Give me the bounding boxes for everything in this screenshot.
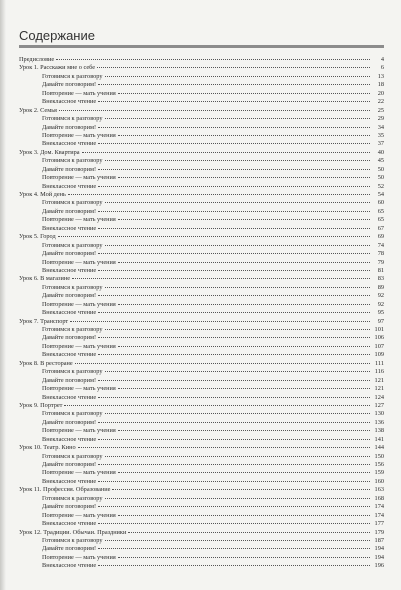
toc-entry-title: Урок 7. Транспорт (19, 317, 69, 325)
toc-entry-title: Урок 4. Мой день (19, 191, 66, 198)
toc-dot-leader (118, 430, 370, 431)
toc-entry-page-number: 136 (374, 418, 384, 426)
toc-section-entry (19, 166, 384, 174)
toc-entry-title: Давайте поговорим! (42, 545, 97, 553)
toc-dot-leader (98, 211, 370, 212)
toc-dot-leader (98, 337, 370, 338)
toc-entry-page-number: 79 (377, 258, 384, 266)
toc-dot-leader (118, 346, 370, 347)
toc-section-entry (19, 250, 384, 258)
toc-dot-leader (72, 278, 370, 279)
toc-dot-leader (82, 152, 370, 153)
toc-dot-leader (98, 565, 370, 566)
toc-entry-title: Урок 11. Профессия. Образование (19, 486, 111, 494)
toc-chapter-entry (19, 275, 384, 283)
toc-entry-page-number: 35 (377, 131, 384, 139)
toc-entry-page-number: 6 (380, 64, 384, 72)
toc-section-entry (19, 503, 384, 511)
toc-section-entry (19, 157, 384, 165)
toc-entry-page-number: 52 (377, 182, 384, 190)
toc-entry-title: Внеклассное чтение (42, 309, 97, 317)
toc-section-entry (19, 368, 384, 376)
toc-dot-leader (105, 202, 371, 203)
toc-entry-title: Готовимся к разговору (42, 410, 103, 418)
toc-entry-page-number: 40 (377, 148, 384, 156)
toc-entry-page-number: 138 (374, 427, 384, 435)
toc-section-entry (19, 469, 384, 477)
toc-dot-leader (128, 532, 370, 533)
toc-section-entry (19, 90, 384, 98)
toc-section-entry (19, 334, 384, 342)
toc-section-entry (19, 385, 384, 393)
toc-entry-page-number: 194 (374, 553, 384, 561)
toc-section-entry (19, 199, 384, 207)
toc-entry-page-number: 74 (377, 241, 384, 249)
toc-entry-page-number: 150 (374, 452, 384, 460)
toc-section-entry (19, 453, 384, 461)
toc-chapter-entry (19, 360, 384, 368)
toc-chapter-entry (19, 149, 384, 157)
toc-entry-page-number: 179 (374, 528, 384, 536)
toc-entry-title: Готовимся к разговору (42, 326, 103, 333)
toc-chapter-entry (19, 444, 384, 452)
toc-dot-leader (118, 177, 370, 178)
toc-entry-page-number: 4 (380, 56, 384, 63)
toc-entry-title: Внеклассное чтение (42, 393, 97, 401)
toc-entry-title: Давайте поговорим! (42, 123, 97, 131)
toc-section-entry (19, 343, 384, 351)
toc-entry-page-number: 34 (377, 123, 384, 131)
toc-entry-page-number: 124 (374, 393, 384, 401)
toc-dot-leader (105, 245, 371, 246)
toc-entry-page-number: 22 (377, 98, 384, 106)
toc-entry-title: Повторение — мать учения (42, 174, 116, 182)
toc-section-entry (19, 183, 384, 191)
toc-section-entry (19, 208, 384, 216)
toc-section-entry (19, 242, 384, 250)
toc-entry-page-number: 95 (377, 309, 384, 317)
toc-dot-leader (70, 321, 370, 322)
toc-dot-leader (105, 76, 371, 77)
toc-section-entry (19, 419, 384, 427)
toc-entry-page-number: 160 (374, 477, 384, 485)
toc-dot-leader (118, 557, 370, 558)
toc-entry-page-number: 60 (377, 199, 384, 207)
toc-entry-title: Внеклассное чтение (42, 435, 97, 443)
toc-entry-title: Урок 3. Дом. Квартира (19, 148, 80, 156)
toc-dot-leader (105, 498, 371, 499)
toc-entry-title: Внеклассное чтение (42, 224, 97, 232)
toc-dot-leader (118, 388, 370, 389)
toc-section-entry (19, 545, 384, 553)
toc-dot-leader (118, 262, 370, 263)
toc-dot-leader (105, 456, 371, 457)
toc-dot-leader (105, 413, 371, 414)
toc-section-entry (19, 292, 384, 300)
toc-entry-title: Внеклассное чтение (42, 98, 97, 106)
toc-entry-page-number: 116 (374, 368, 384, 376)
toc-chapter-entry (19, 233, 384, 241)
toc-entry-page-number: 163 (374, 486, 384, 494)
toc-dot-leader (105, 160, 371, 161)
toc-chapter-entry (19, 402, 384, 410)
toc-section-entry (19, 436, 384, 444)
toc-entry-title: Готовимся к разговору (42, 241, 103, 249)
toc-dot-leader (105, 371, 371, 372)
toc-entry-title: Готовимся к разговору (42, 157, 103, 165)
toc-entry-title: Повторение — мать учения (42, 258, 116, 266)
toc-entry-page-number: 18 (377, 81, 384, 89)
toc-chapter-entry (19, 56, 384, 64)
toc-entry-page-number: 141 (374, 435, 384, 443)
toc-section-entry (19, 81, 384, 89)
toc-entry-page-number: 174 (374, 503, 384, 511)
toc-entry-page-number: 187 (374, 536, 384, 544)
toc-entry-page-number: 78 (377, 250, 384, 258)
table-of-contents (19, 56, 384, 571)
toc-section-entry (19, 309, 384, 317)
toc-entry-title: Предисловие (19, 56, 55, 63)
toc-dot-leader (58, 236, 370, 237)
toc-dot-leader (105, 287, 371, 288)
toc-entry-title: Давайте поговорим! (42, 334, 97, 342)
toc-entry-page-number: 89 (377, 283, 384, 291)
toc-section-entry (19, 216, 384, 224)
toc-section-entry (19, 520, 384, 528)
toc-section-entry (19, 140, 384, 148)
toc-entry-title: Урок 5. Город (19, 233, 56, 241)
toc-entry-title: Внеклассное чтение (42, 520, 97, 528)
header-rule (19, 45, 384, 48)
toc-entry-page-number: 144 (374, 444, 384, 452)
toc-entry-page-number: 20 (377, 89, 384, 97)
toc-entry-title: Внеклассное чтение (42, 266, 97, 274)
toc-section-entry (19, 267, 384, 275)
toc-dot-leader (98, 270, 370, 271)
toc-entry-title: Давайте поговорим! (42, 207, 97, 215)
toc-entry-title: Готовимся к разговору (42, 536, 103, 544)
toc-entry-page-number: 111 (375, 359, 384, 367)
toc-entry-title: Повторение — мать учения (42, 300, 116, 308)
toc-dot-leader (98, 464, 370, 465)
toc-section-entry (19, 284, 384, 292)
toc-entry-title: Повторение — мать учения (42, 511, 116, 519)
toc-entry-title: Урок 9. Портрет (19, 401, 63, 409)
toc-entry-title: Давайте поговорим! (42, 503, 97, 511)
toc-dot-leader (98, 548, 370, 549)
toc-section-entry (19, 427, 384, 435)
toc-section-entry (19, 562, 384, 570)
toc-entry-title: Давайте поговорим! (42, 81, 97, 89)
toc-entry-page-number: 92 (377, 300, 384, 308)
toc-entry-title: Готовимся к разговору (42, 368, 103, 376)
toc-entry-title: Урок 1. Расскажи мне о себе (19, 64, 96, 72)
toc-entry-page-number: 29 (377, 115, 384, 123)
toc-entry-title: Повторение — мать учения (42, 469, 116, 477)
toc-dot-leader (98, 439, 370, 440)
toc-entry-page-number: 196 (374, 562, 384, 570)
toc-entry-page-number: 45 (377, 157, 384, 165)
toc-dot-leader (75, 363, 370, 364)
toc-dot-leader (56, 59, 370, 60)
toc-entry-page-number: 81 (377, 266, 384, 274)
toc-entry-page-number: 13 (377, 72, 384, 80)
toc-section-entry (19, 73, 384, 81)
page-header (19, 28, 384, 50)
toc-dot-leader (118, 93, 370, 94)
toc-section-entry (19, 377, 384, 385)
toc-section-entry (19, 461, 384, 469)
toc-dot-leader (98, 397, 370, 398)
toc-entry-page-number: 121 (374, 385, 384, 393)
toc-entry-title: Урок 2. Семья (19, 106, 57, 114)
toc-dot-leader (98, 354, 370, 355)
toc-entry-title: Урок 8. В ресторане (19, 359, 73, 367)
toc-dot-leader (98, 228, 370, 229)
toc-dot-leader (98, 422, 370, 423)
toc-entry-page-number: 65 (377, 216, 384, 224)
toc-entry-page-number: 67 (377, 224, 384, 232)
toc-entry-page-number: 101 (374, 326, 384, 333)
toc-dot-leader (68, 194, 370, 195)
toc-section-entry (19, 410, 384, 418)
toc-entry-page-number: 107 (374, 342, 384, 350)
toc-entry-title: Урок 12. Традиции. Обычаи. Праздники (19, 528, 127, 536)
toc-entry-title: Повторение — мать учения (42, 385, 116, 393)
toc-dot-leader (118, 472, 370, 473)
toc-entry-page-number: 97 (377, 317, 384, 325)
toc-section-entry (19, 301, 384, 309)
toc-entry-title: Внеклассное чтение (42, 477, 97, 485)
toc-section-entry (19, 537, 384, 545)
toc-dot-leader (98, 143, 370, 144)
toc-dot-leader (105, 540, 371, 541)
toc-entry-page-number: 156 (374, 461, 384, 468)
toc-entry-page-number: 65 (377, 207, 384, 215)
toc-dot-leader (98, 253, 370, 254)
toc-entry-page-number: 127 (374, 401, 384, 409)
toc-entry-title: Готовимся к разговору (42, 494, 103, 502)
toc-entry-page-number: 37 (377, 140, 384, 148)
toc-entry-title: Давайте поговорим! (42, 418, 97, 426)
toc-entry-title: Внеклассное чтение (42, 351, 97, 359)
toc-dot-leader (64, 405, 370, 406)
toc-entry-page-number: 168 (374, 494, 384, 502)
toc-chapter-entry (19, 529, 384, 537)
toc-dot-leader (98, 506, 370, 507)
toc-chapter-entry (19, 107, 384, 115)
page-title: Содержание (19, 28, 95, 43)
toc-entry-title: Повторение — мать учения (42, 131, 116, 139)
toc-dot-leader (98, 84, 370, 85)
toc-dot-leader (118, 135, 370, 136)
toc-entry-page-number: 69 (377, 233, 384, 241)
toc-entry-title: Давайте поговорим! (42, 250, 97, 258)
toc-entry-title: Давайте поговорим! (42, 292, 97, 300)
toc-entry-page-number: 174 (374, 511, 384, 519)
toc-dot-leader (98, 523, 370, 524)
toc-dot-leader (112, 489, 370, 490)
toc-entry-page-number: 109 (374, 351, 384, 359)
toc-chapter-entry (19, 318, 384, 326)
toc-section-entry (19, 554, 384, 562)
toc-section-entry (19, 259, 384, 267)
toc-section-entry (19, 174, 384, 182)
toc-dot-leader (98, 481, 370, 482)
toc-section-entry (19, 115, 384, 123)
toc-dot-leader (105, 118, 371, 119)
toc-entry-page-number: 130 (374, 410, 384, 418)
toc-chapter-entry (19, 64, 384, 72)
toc-entry-title: Готовимся к разговору (42, 283, 103, 291)
toc-entry-title: Повторение — мать учения (42, 427, 116, 435)
toc-section-entry (19, 478, 384, 486)
toc-dot-leader (118, 219, 370, 220)
toc-entry-title: Внеклассное чтение (42, 182, 97, 190)
toc-entry-title: Повторение — мать учения (42, 216, 116, 224)
toc-entry-title: Урок 10. Театр. Кино (19, 444, 76, 452)
toc-entry-page-number: 106 (374, 334, 384, 342)
toc-dot-leader (98, 101, 370, 102)
toc-entry-title: Повторение — мать учения (42, 342, 116, 350)
toc-section-entry (19, 124, 384, 132)
toc-dot-leader (118, 304, 370, 305)
toc-dot-leader (98, 186, 370, 187)
toc-entry-title: Давайте поговорим! (42, 376, 97, 384)
toc-entry-page-number: 159 (374, 469, 384, 477)
toc-entry-title: Готовимся к разговору (42, 199, 103, 207)
toc-section-entry (19, 132, 384, 140)
toc-entry-page-number: 50 (377, 174, 384, 182)
toc-entry-title: Повторение — мать учения (42, 89, 116, 97)
toc-dot-leader (98, 169, 370, 170)
toc-entry-title: Урок 6. В магазине (19, 275, 71, 283)
toc-section-entry (19, 512, 384, 520)
toc-entry-page-number: 83 (377, 275, 384, 283)
toc-dot-leader (118, 515, 370, 516)
toc-dot-leader (98, 295, 370, 296)
toc-dot-leader (98, 380, 370, 381)
toc-entry-title: Повторение — мать учения (42, 553, 116, 561)
toc-dot-leader (78, 447, 370, 448)
toc-entry-title: Готовимся к разговору (42, 452, 103, 460)
toc-entry-page-number: 92 (377, 292, 384, 300)
toc-entry-page-number: 50 (377, 165, 384, 173)
toc-dot-leader (105, 329, 371, 330)
toc-entry-page-number: 54 (377, 191, 384, 198)
toc-chapter-entry (19, 191, 384, 199)
toc-entry-title: Готовимся к разговору (42, 72, 103, 80)
toc-entry-page-number: 25 (377, 106, 384, 114)
toc-dot-leader (98, 127, 370, 128)
page-spine-shadow (0, 0, 6, 590)
toc-dot-leader (97, 67, 370, 68)
toc-entry-title: Давайте поговорим! (42, 165, 97, 173)
toc-entry-page-number: 194 (374, 545, 384, 553)
toc-section-entry (19, 225, 384, 233)
toc-section-entry (19, 98, 384, 106)
toc-section-entry (19, 351, 384, 359)
toc-section-entry (19, 495, 384, 503)
toc-dot-leader (98, 312, 370, 313)
toc-entry-title: Давайте поговорим! (42, 461, 97, 468)
toc-entry-title: Внеклассное чтение (42, 562, 97, 570)
toc-section-entry (19, 326, 384, 334)
toc-section-entry (19, 394, 384, 402)
toc-entry-page-number: 121 (374, 376, 384, 384)
toc-chapter-entry (19, 486, 384, 494)
toc-entry-title: Готовимся к разговору (42, 115, 103, 123)
toc-dot-leader (59, 110, 370, 111)
toc-entry-title: Внеклассное чтение (42, 140, 97, 148)
toc-entry-page-number: 177 (374, 520, 384, 528)
